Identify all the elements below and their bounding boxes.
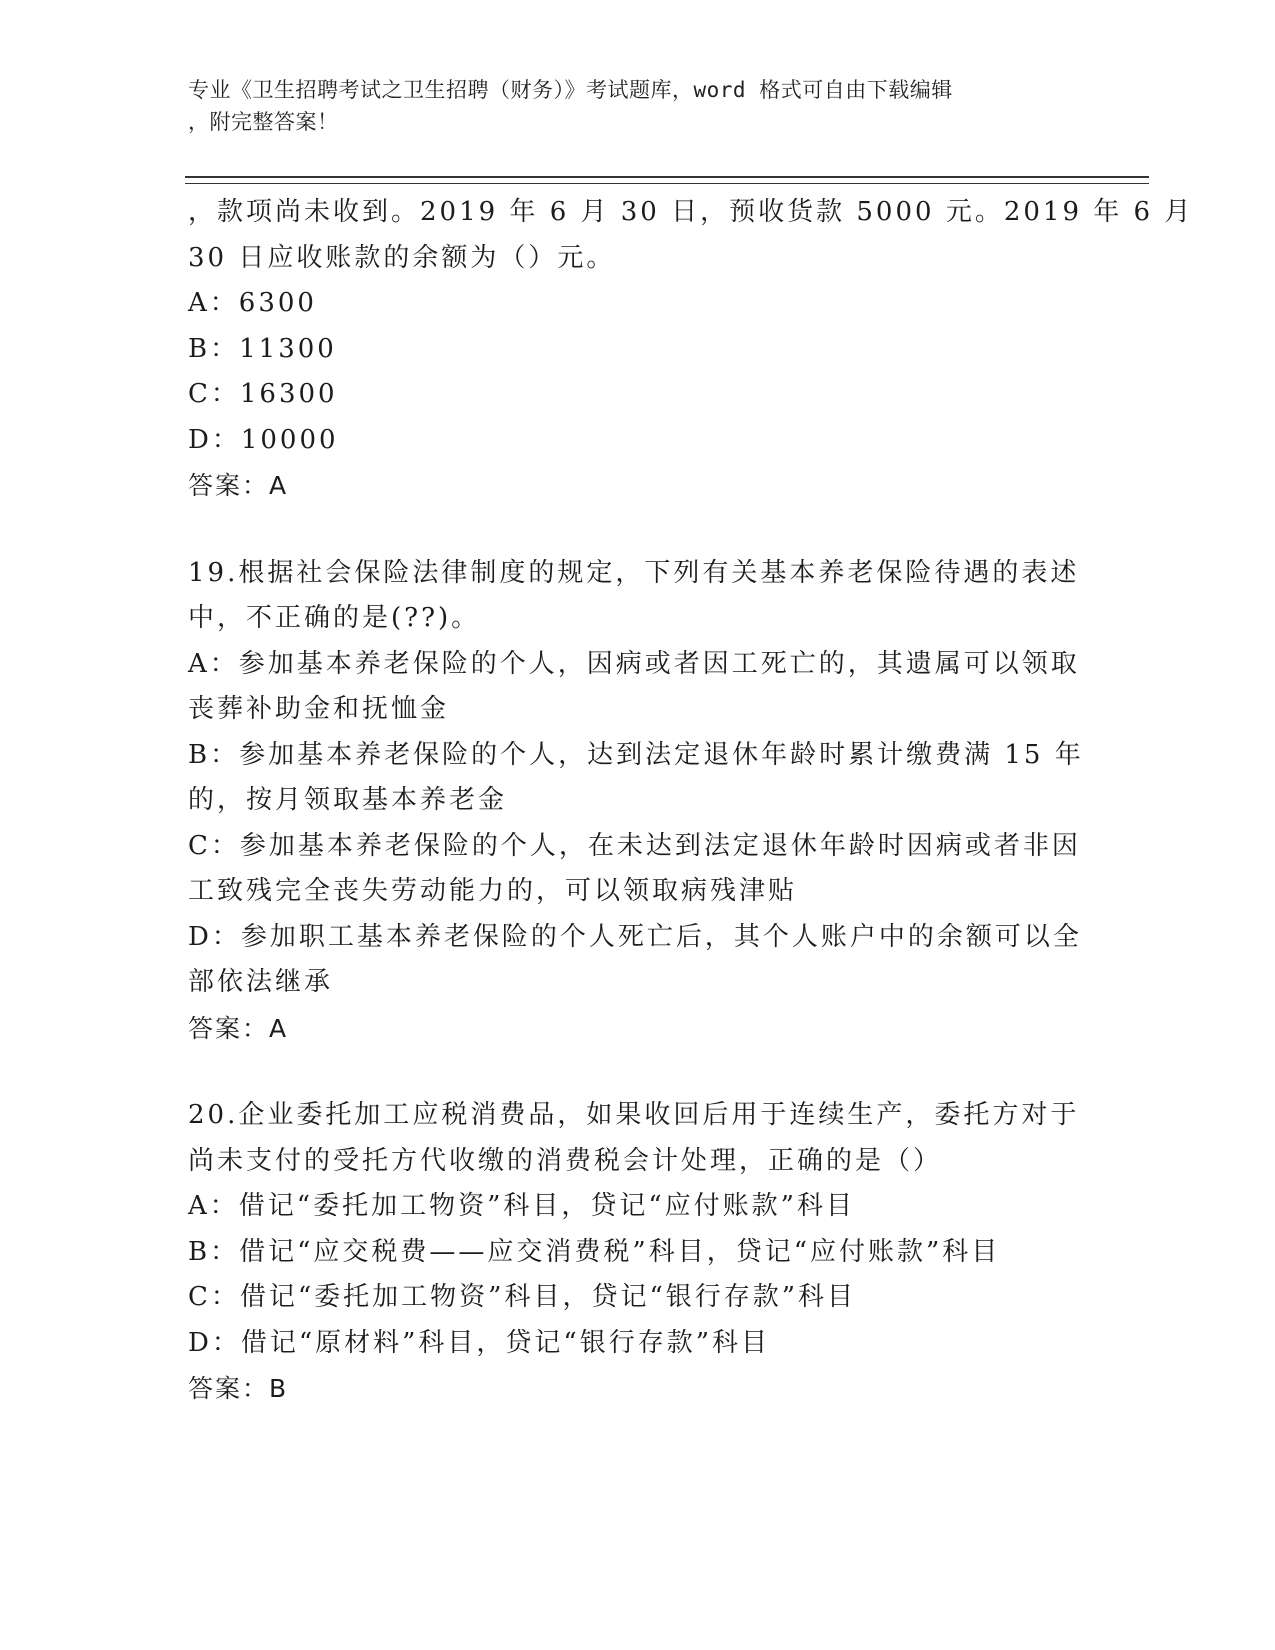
option-a: A：借记“委托加工物资”科目，贷记“应付账款”科目 <box>188 1191 855 1221</box>
question-stem-line: ，款项尚未收到。2019 年 6 月 30 日，预收货款 5000 元。2019 年 6 月 <box>188 197 1194 227</box>
answer-label: 答案：B <box>188 1374 289 1403</box>
option-c: C：参加基本养老保险的个人，在未达到法定退休年龄时因病或者非因 <box>188 830 1081 861</box>
option-a: A：参加基本养老保险的个人，因病或者因工死亡的，其遗属可以领取 <box>188 648 1080 679</box>
question-stem-line: 20.企业委托加工应税消费品，如果收回后用于连续生产，委托方对于 <box>188 1100 1080 1130</box>
question-stem-line: 尚未支付的受托方代收缴的消费税会计处理，正确的是（） <box>188 1145 943 1176</box>
header-line-2: ，附完整答案！ <box>188 110 339 134</box>
answer-label: 答案：A <box>188 1013 289 1043</box>
question-20 <box>188 1093 1088 1412</box>
option-d: D：借记“原材料”科目，贷记“银行存款”科目 <box>188 1327 771 1358</box>
question-spacer <box>188 1051 1088 1093</box>
option-d-continued: 部依法继承 <box>188 967 334 997</box>
question-stem-line: 中，不正确的是(??)。 <box>188 603 481 633</box>
option-b: B：借记“应交税费——应交消费税”科目，贷记“应付账款”科目 <box>188 1236 1001 1267</box>
option-d: D：参加职工基本养老保险的个人死亡后，其个人账户中的余额可以全 <box>188 921 1082 952</box>
option-c: C：借记“委托加工物资”科目，贷记“银行存款”科目 <box>188 1282 857 1312</box>
question-spacer <box>188 509 1088 551</box>
header-rule-thick <box>185 176 1149 178</box>
option-a-continued: 丧葬补助金和抚恤金 <box>188 694 450 724</box>
option-c-continued: 工致残完全丧失劳动能力的，可以领取病残津贴 <box>188 876 798 906</box>
question-content <box>188 190 1194 1412</box>
page-header <box>188 74 1068 138</box>
option-c: C：16300 <box>188 379 338 409</box>
question-stem-line: 30 日应收账款的余额为（）元。 <box>188 242 616 273</box>
option-b: B：11300 <box>188 333 337 364</box>
question-19 <box>188 551 1088 1052</box>
answer-label: 答案：A <box>188 471 289 500</box>
question-stem-line: 19.根据社会保险法律制度的规定，下列有关基本养老保险待遇的表述 <box>188 557 1080 588</box>
option-b-continued: 的，按月领取基本养老金 <box>188 785 508 815</box>
option-a: A：6300 <box>188 288 317 318</box>
option-b: B：参加基本养老保险的个人，达到法定退休年龄时累计缴费满 15 年 <box>188 739 1084 770</box>
header-rule-thin <box>185 183 1149 184</box>
header-line-1: 专业《卫生招聘考试之卫生招聘（财务）》考试题库，word 格式可自由下载编辑 <box>188 78 953 102</box>
question-18 <box>188 190 1194 509</box>
option-d: D：10000 <box>188 424 339 455</box>
